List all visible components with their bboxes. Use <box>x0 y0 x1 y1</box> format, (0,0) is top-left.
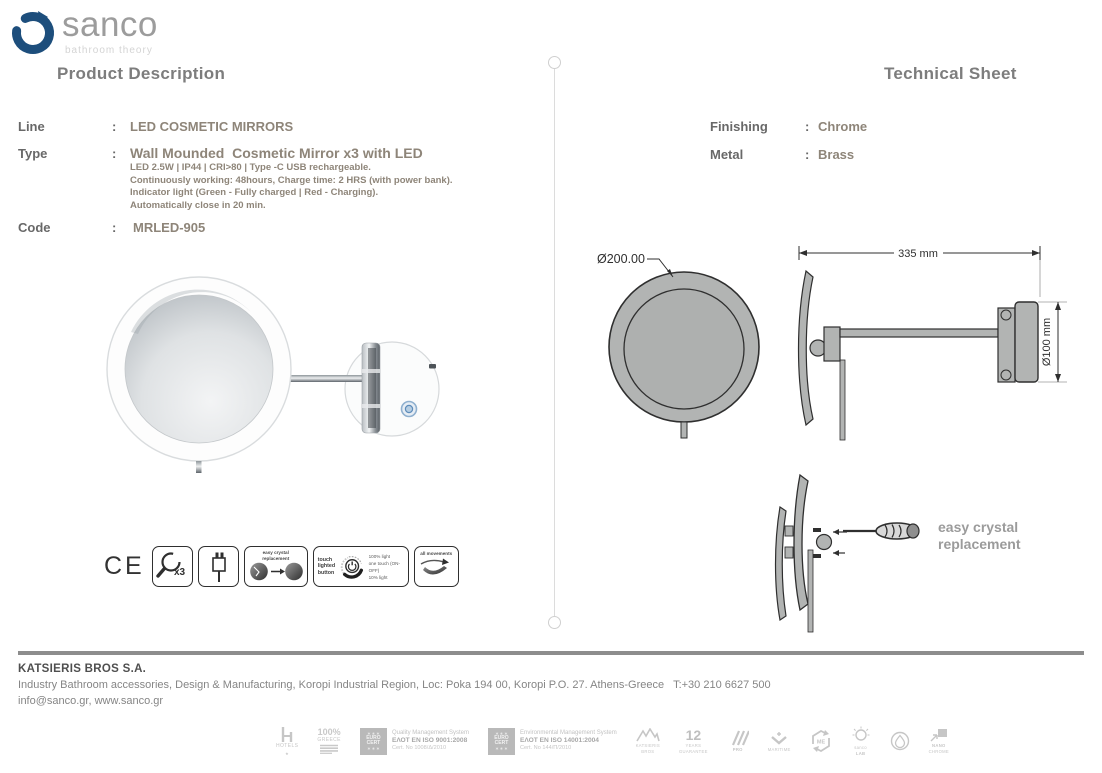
screwdriver-icon <box>843 523 919 539</box>
crystal-caption: easy crystal <box>262 550 289 556</box>
years-label: YEARS <box>685 742 702 748</box>
nano-icon <box>930 728 948 742</box>
arm-length-label: 335 mm <box>898 248 938 260</box>
touch-caption: lighted <box>317 563 336 570</box>
cert-me <box>810 730 832 752</box>
usb-port <box>429 364 436 369</box>
sanco-drop-icon <box>8 5 58 57</box>
front-crystal <box>794 475 808 610</box>
cert-drop-badge <box>890 731 910 751</box>
eurocert-badge: ✶ ✶ ✶ EURO CERT ✶ ✶ ✶ <box>360 728 387 755</box>
greece-lines-icon <box>319 744 339 754</box>
crystal-stem <box>808 550 813 632</box>
usb-badge <box>198 546 239 587</box>
iso14001-title: Environmental Management System <box>519 730 617 736</box>
type-colon: : <box>112 146 117 161</box>
crystal-replacement-drawing <box>763 462 1047 647</box>
hotels-star: ★ <box>285 750 290 756</box>
pro-label: PRO <box>732 747 743 752</box>
crystal-caption: replacement <box>262 555 290 561</box>
pro-stripes-icon <box>727 730 749 746</box>
years-number: 12 <box>685 726 702 743</box>
product-photo <box>106 272 450 474</box>
eurocert-badge: ✶ ✶ ✶ EURO CERT ✶ ✶ ✶ <box>488 728 515 755</box>
metal-value: Brass <box>818 147 855 162</box>
code-value: MRLED-905 <box>133 220 206 235</box>
drop-badge-icon <box>890 731 910 751</box>
certification-strip <box>276 712 949 770</box>
type-details <box>130 162 453 212</box>
footer-company: KATSIERIS BROS S.A. <box>18 663 147 675</box>
movements-caption: all movements <box>420 550 453 556</box>
divider-bottom-dot <box>548 616 561 629</box>
type-detail-line: Continuously working: 48hours, Charge time: 2 HRS (with power bank). <box>130 174 453 186</box>
footer-rule <box>18 651 1084 655</box>
divider-top-dot <box>548 56 561 69</box>
me-label: ME <box>816 739 825 746</box>
footer-contacts: info@sanco.gr, www.sanco.gr <box>18 695 164 707</box>
crystal-ball-joint <box>817 535 832 550</box>
cert-iso14001 <box>488 728 617 755</box>
eurocert-top: EURO <box>494 734 509 741</box>
years-label: GUARANTEE <box>678 748 708 754</box>
ce-mark: CE <box>104 552 145 580</box>
type-label: Type <box>18 146 48 161</box>
touch-button-badge <box>313 546 409 587</box>
mirror-arm <box>286 375 370 382</box>
product-description-heading: Product Description <box>57 64 226 83</box>
type-value: Wall Mounded Cosmetic Mirror x3 with LED <box>130 145 423 161</box>
magnification-badge <box>152 546 193 587</box>
metal-label: Metal <box>710 147 744 162</box>
type-detail-line: Indicator light (Green - Fully charged | Red - Charging). <box>130 187 379 198</box>
nano-label: CHROME <box>928 749 950 754</box>
touch-caption: button <box>317 569 335 576</box>
metal-colon: : <box>805 147 810 162</box>
side-view-drawing <box>791 233 1075 461</box>
lab-label: sanco <box>854 745 867 750</box>
touch-level: 10% light <box>368 574 388 580</box>
eurocert-top: EURO <box>366 734 381 741</box>
wall-mount-disc <box>345 342 439 436</box>
greece-pct: 100% <box>317 726 341 737</box>
back-crystal <box>776 507 787 620</box>
touch-level: 100% light <box>368 553 391 559</box>
front-stem <box>681 422 687 438</box>
finishing-label: Finishing <box>710 119 768 134</box>
lab-bulb-icon <box>851 726 871 744</box>
iso14001-number: Cert. No 144/Π/2010 <box>519 745 572 751</box>
logo-wordmark: sanco <box>62 5 158 44</box>
cert-hotels <box>276 726 298 756</box>
side-stem <box>840 360 845 440</box>
base-diameter-label: Ø100 mm <box>1041 317 1053 367</box>
finishing-value: Chrome <box>818 119 868 134</box>
easy-crystal-badge <box>244 546 308 587</box>
cert-maritime <box>768 731 791 752</box>
wall-plate <box>1015 302 1038 382</box>
code-label: Code <box>18 220 51 235</box>
cert-nano-chrome <box>929 728 949 754</box>
vertical-divider <box>554 69 555 618</box>
dial-power-icon <box>338 549 366 584</box>
technical-sheet-heading: Technical Sheet <box>884 64 1017 83</box>
usb-plug-icon <box>200 549 237 584</box>
iso14001-standard: ΕΛΟΤ EN ISO 14001:2004 <box>519 737 599 744</box>
front-diameter-label: Ø200.00 <box>597 252 645 266</box>
iso9001-number: Cert. No 1008/Δ/2010 <box>391 745 447 751</box>
code-colon: : <box>112 220 117 235</box>
lab-label: LAB <box>855 751 866 756</box>
touch-caption: touch <box>317 556 333 563</box>
eurocert-bot: CERT <box>366 740 381 746</box>
magnifier-icon <box>154 549 191 584</box>
eurocert-bot: CERT <box>494 740 509 746</box>
cert-iso9001 <box>360 728 469 755</box>
crystal-note-line: replacement <box>938 536 1021 552</box>
crystal-note-line: easy crystal <box>938 519 1019 535</box>
all-movements-badge <box>414 546 459 587</box>
katsieris-label: BROS <box>641 749 655 754</box>
type-detail-line: LED 2.5W | IP44 | CRI>80 | Type -C USB rechargeable. <box>130 162 371 173</box>
movements-icon <box>417 556 455 582</box>
feature-badges <box>104 546 459 587</box>
front-view-drawing <box>585 237 795 459</box>
cert-pro <box>727 730 749 752</box>
greece-label: GREECE <box>317 736 341 743</box>
iso9001-title: Quality Management System <box>391 730 469 736</box>
footer-address: Industry Bathroom accessories, Design & Manufacturing, Koropi Industrial Region, Loc: Poka 194 00, Koropi P.O. 27. Athens-Greece T:+30 210 6627 500 <box>18 679 771 691</box>
maritime-icon <box>769 731 789 746</box>
katsieris-label: KATSIERIS <box>635 743 660 748</box>
mirror-stem <box>196 461 202 473</box>
magnification-text: x3 <box>173 567 185 578</box>
logo-tagline: bathroom theory <box>65 45 153 56</box>
hotels-label: HOTELS <box>276 743 299 750</box>
line-value: LED COSMETIC MIRRORS <box>130 119 294 134</box>
nano-label: NANO <box>932 743 946 748</box>
hotels-icon <box>279 726 295 743</box>
crystal-note <box>938 519 1020 553</box>
mountains-icon <box>636 728 660 742</box>
cert-guarantee <box>678 726 708 754</box>
sanco-logo <box>8 3 168 58</box>
touch-level: one touch (ON-OFF) <box>368 560 401 573</box>
type-detail-line: Automatically close in 20 min. <box>130 199 266 211</box>
cert-sanco-lab <box>851 726 871 756</box>
me-arrows-icon <box>810 730 832 752</box>
mirror-bracket <box>824 327 840 361</box>
cert-greece <box>317 728 341 755</box>
finishing-colon: : <box>805 119 810 134</box>
front-inner-circle <box>624 289 744 409</box>
maritime-label: MARITIME <box>767 746 791 752</box>
line-colon: : <box>112 119 117 134</box>
iso9001-standard: ΕΛΟΤ EN ISO 9001:2008 <box>391 737 468 744</box>
line-label: Line <box>18 119 45 134</box>
crystal-replace-icon <box>247 561 305 583</box>
cert-katsieris <box>636 728 660 754</box>
side-arm <box>840 329 998 337</box>
